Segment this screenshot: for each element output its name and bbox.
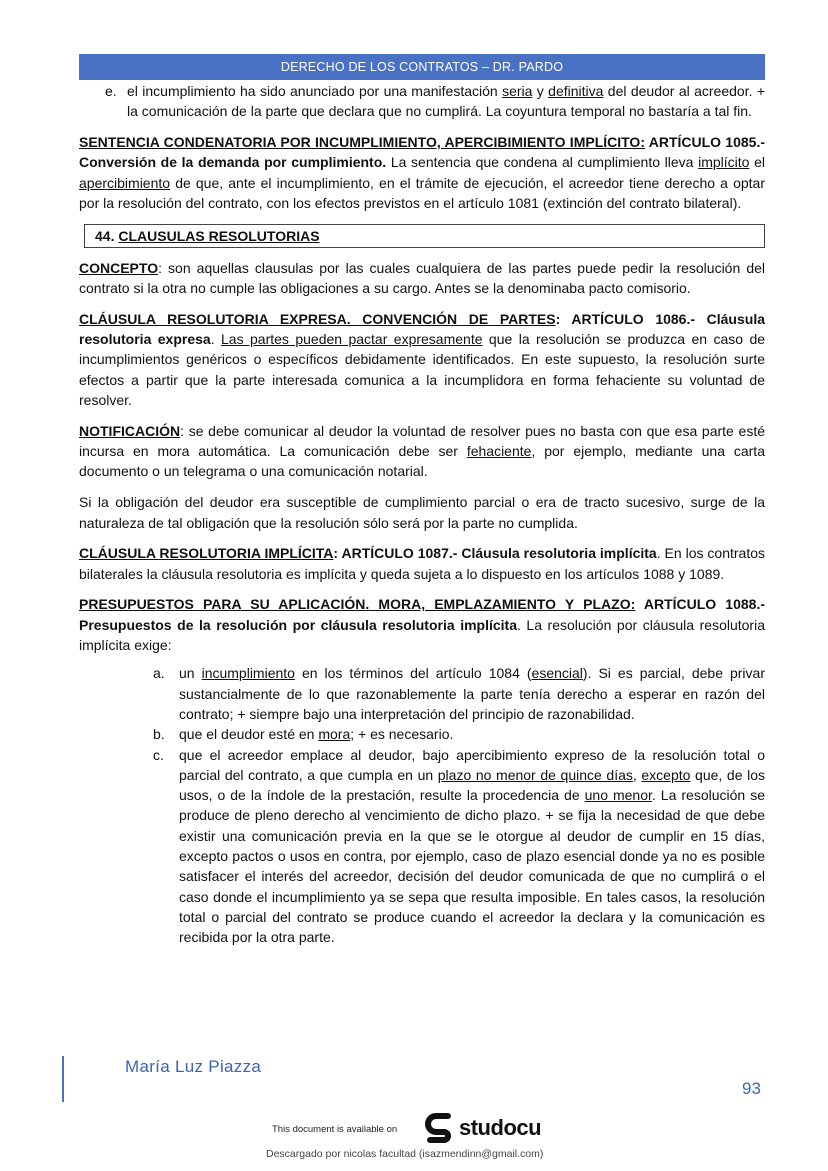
paragraph-sentencia: SENTENCIA CONDENATORIA POR INCUMPLIMIENTO, APERCIBIMIENTO IMPLÍCITO: ARTÍCULO 1085.- Conversión de la demanda por cumplimiento. La sentencia que condena al cumplimiento lleva implícito el apercibimiento de que, ante el incumplimiento, en el trámite de ejecución, el acreedor tiene derecho a optar por la resolución del contrato, con los efectos previstos en el artículo 1081 (extinción del contrato bilateral). bbox=[79, 134, 766, 211]
paragraph-presupuestos: PRESUPUESTOS PARA SU APLICACIÓN. MORA, EMPLAZAMIENTO Y PLAZO: ARTÍCULO 1088.- Presupuestos de la resolución por cláusula resolutoria implícita. La resolución por cláusula resolutoria implícita exige: bbox=[79, 596, 765, 654]
page-header bbox=[79, 54, 765, 80]
heading-implicita: CLÁUSULA RESOLUTORIA IMPLÍCITA bbox=[79, 545, 334, 562]
list-presupuestos bbox=[79, 663, 765, 947]
list-continuation bbox=[79, 81, 765, 122]
list-text: un incumplimiento en los términos del artículo 1084 (esencial). Si es parcial, debe privar sustancialmente de lo que razonablemente la parte tenía derecho a esperar en razón del contrato; + siempre bajo una interpretación del principio de razonabilidad. bbox=[179, 665, 765, 722]
paragraph-notificacion: NOTIFICACIÓN: se debe comunicar al deudor la voluntad de resolver pues no basta con que esa parte esté incursa en mora automática. La comunicación debe ser fehaciente, por ejemplo, mediante una carta documento o un telegrama o una comunicación notarial. bbox=[79, 422, 765, 480]
list-marker: b. bbox=[153, 726, 165, 743]
available-on-text: This document is available on bbox=[272, 1124, 398, 1135]
paragraph-concepto: CONCEPTO: son aquellas clausulas por las cuales cualquiera de las partes puede pedir la resolución del contrato si la otra no cumple las obligaciones a su cargo. Antes se la denominaba pacto comisorio. bbox=[79, 259, 765, 297]
list-text: el incumplimiento ha sido anunciado por una manifestación seria y definitiva del deudor al acreedor. + la comunicación de la parte que declara que no cumplirá. La coyuntura temporal no bastaría a tal fin. bbox=[127, 83, 766, 120]
list-item-c bbox=[79, 745, 765, 948]
studocu-logo[interactable] bbox=[424, 1112, 541, 1144]
footer-accent-bar bbox=[62, 1056, 64, 1102]
paragraph-implicita: CLÁUSULA RESOLUTORIA IMPLÍCITA: ARTÍCULO 1087.- Cláusula resolutoria implícita. En los contratos bilaterales la cláusula resolutoria es implícita y queda sujeta a lo dispuesto en los artículos 1088 y 1089. bbox=[79, 545, 766, 582]
list-marker: a. bbox=[153, 665, 165, 682]
document-body bbox=[79, 81, 765, 947]
studocu-s-icon bbox=[424, 1112, 456, 1144]
list-item-b bbox=[79, 724, 765, 744]
list-text: que el deudor esté en mora; + es necesario. bbox=[179, 726, 454, 743]
studocu-wordmark: studocu bbox=[459, 1115, 542, 1140]
list-text: que el acreedor emplace al deudor, bajo apercibimiento expreso de la resolución total o parcial del contrato, a que cumpla en un plazo no menor de quince días, excepto que, de los usos, o de la índole de la prestación, resulte la procedencia de uno menor. La resolución se produce de pleno derecho al vencimiento de dicho plazo. + se fija la necesidad de que debe existir una comunicación previa en la que se le otorgue al deudor de cumplir en 15 días, excepto pactos o usos en contra, por ejemplo, caso de plazo esencial donde ya no es posible satisfacer el interés del acreedor, decisión del deudor comunicada de que no cumplirá o el caso donde el incumplimiento ya se sepa que resulta imposible. En tales casos, la resolución total o parcial del contrato se produce cuando el acreedor la declara y la comunicación es recibida por la otra parte. bbox=[179, 746, 766, 946]
list-marker: e. bbox=[105, 83, 117, 99]
section-title: CLAUSULAS RESOLUTORIAS bbox=[118, 227, 320, 244]
page-number: 93 bbox=[742, 1079, 761, 1098]
header-title: DERECHO DE LOS CONTRATOS – DR. PARDO bbox=[280, 60, 564, 74]
heading-sentencia: SENTENCIA CONDENATORIA POR INCUMPLIMIENTO, APERCIBIMIENTO IMPLÍCITO: bbox=[79, 134, 645, 151]
heading-notificacion: NOTIFICACIÓN bbox=[79, 422, 181, 439]
heading-concepto: CONCEPTO bbox=[79, 259, 159, 276]
section-heading-44: 44. CLAUSULAS RESOLUTORIAS bbox=[84, 224, 765, 248]
list-item-a bbox=[79, 663, 765, 724]
heading-presupuestos: PRESUPUESTOS PARA SU APLICACIÓN. MORA, EMPLAZAMIENTO Y PLAZO: bbox=[79, 596, 636, 613]
list-marker: c. bbox=[153, 746, 164, 763]
footer-author: María Luz Piazza bbox=[125, 1057, 262, 1076]
paragraph-expresa: CLÁUSULA RESOLUTORIA EXPRESA. CONVENCIÓN DE PARTES: ARTÍCULO 1086.- Cláusula resolutoria expresa. Las partes pueden pactar expresamente que la resolución se produzca en caso de incumplimientos genéricos o específicos debidamente identificados. En este supuesto, la resolución surte efectos a partir que la parte interesada comunica a la incumplidora en forma fehaciente su voluntad de resolver. bbox=[79, 310, 766, 409]
paragraph-parcial: Si la obligación del deudor era susceptible de cumplimiento parcial o era de tracto sucesivo, surge de la naturaleza de tal obligación que la resolución sólo será por la parte no cumplida. bbox=[79, 494, 765, 531]
heading-expresa: CLÁUSULA RESOLUTORIA EXPRESA. CONVENCIÓN DE PARTES bbox=[79, 310, 556, 327]
list-item-e bbox=[79, 81, 765, 122]
download-notice: Descargado por nicolas facultad (isazmendinn@gmail.com) bbox=[266, 1148, 544, 1160]
